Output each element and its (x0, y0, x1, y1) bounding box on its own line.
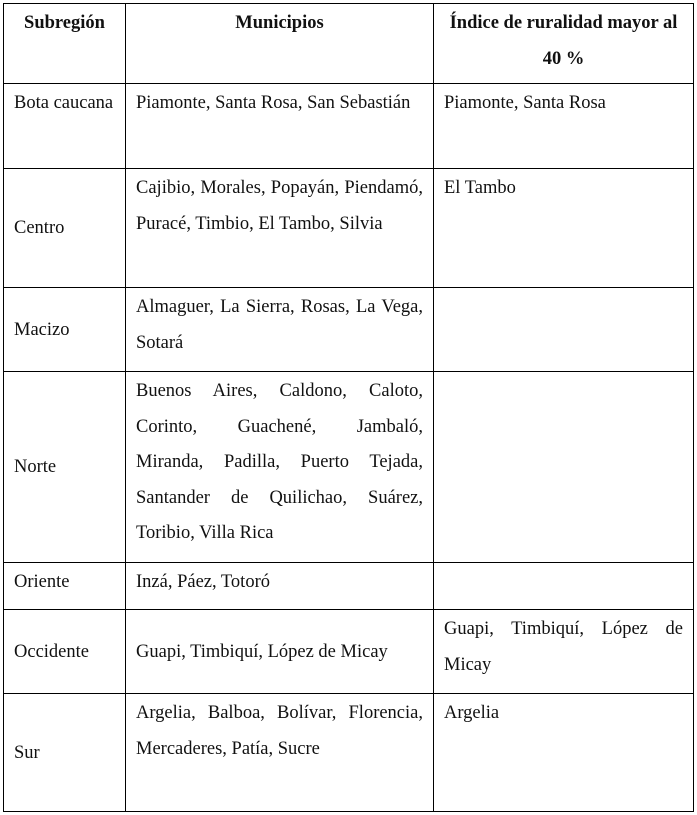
subregion-cell: Occidente (4, 610, 126, 694)
header-row (4, 4, 694, 84)
subregion-cell: Norte (4, 372, 126, 563)
table-row (4, 169, 694, 288)
indice-cell: Argelia (434, 694, 694, 812)
municipios-cell: Almaguer, La Sierra, Rosas, La Vega, Sotará (126, 288, 434, 372)
indice-cell: Guapi, Timbiquí, López de Micay (434, 610, 694, 694)
header-subregion: Subregión (4, 4, 126, 84)
subregion-cell: Centro (4, 169, 126, 288)
header-indice: Índice de ruralidad mayor al 40 % (434, 4, 694, 84)
municipios-cell: Guapi, Timbiquí, López de Micay (126, 610, 434, 694)
indice-cell: Piamonte, Santa Rosa (434, 84, 694, 169)
indice-cell (434, 288, 694, 372)
subregion-cell: Bota caucana (4, 84, 126, 169)
municipios-cell: Cajibio, Morales, Popayán, Piendamó, Puracé, Timbio, El Tambo, Silvia (126, 169, 434, 288)
table-row (4, 288, 694, 372)
subregion-cell: Oriente (4, 563, 126, 610)
indice-cell (434, 563, 694, 610)
municipios-cell: Argelia, Balboa, Bolívar, Florencia, Mercaderes, Patía, Sucre (126, 694, 434, 812)
table-row (4, 372, 694, 563)
table-row (4, 694, 694, 812)
municipios-cell: Buenos Aires, Caldono, Caloto, Corinto, Guachené, Jambaló, Miranda, Padilla, Puerto Tejada, Santander de Quilichao, Suárez, Toribio, Villa Rica (126, 372, 434, 563)
table-row (4, 610, 694, 694)
subregion-cell: Sur (4, 694, 126, 812)
indice-cell (434, 372, 694, 563)
table-row (4, 84, 694, 169)
subregion-cell: Macizo (4, 288, 126, 372)
header-municipios: Municipios (126, 4, 434, 84)
municipios-cell: Piamonte, Santa Rosa, San Sebastián (126, 84, 434, 169)
table-row (4, 563, 694, 610)
municipios-cell: Inzá, Páez, Totoró (126, 563, 434, 610)
indice-cell: El Tambo (434, 169, 694, 288)
ruralidad-table (3, 3, 694, 812)
